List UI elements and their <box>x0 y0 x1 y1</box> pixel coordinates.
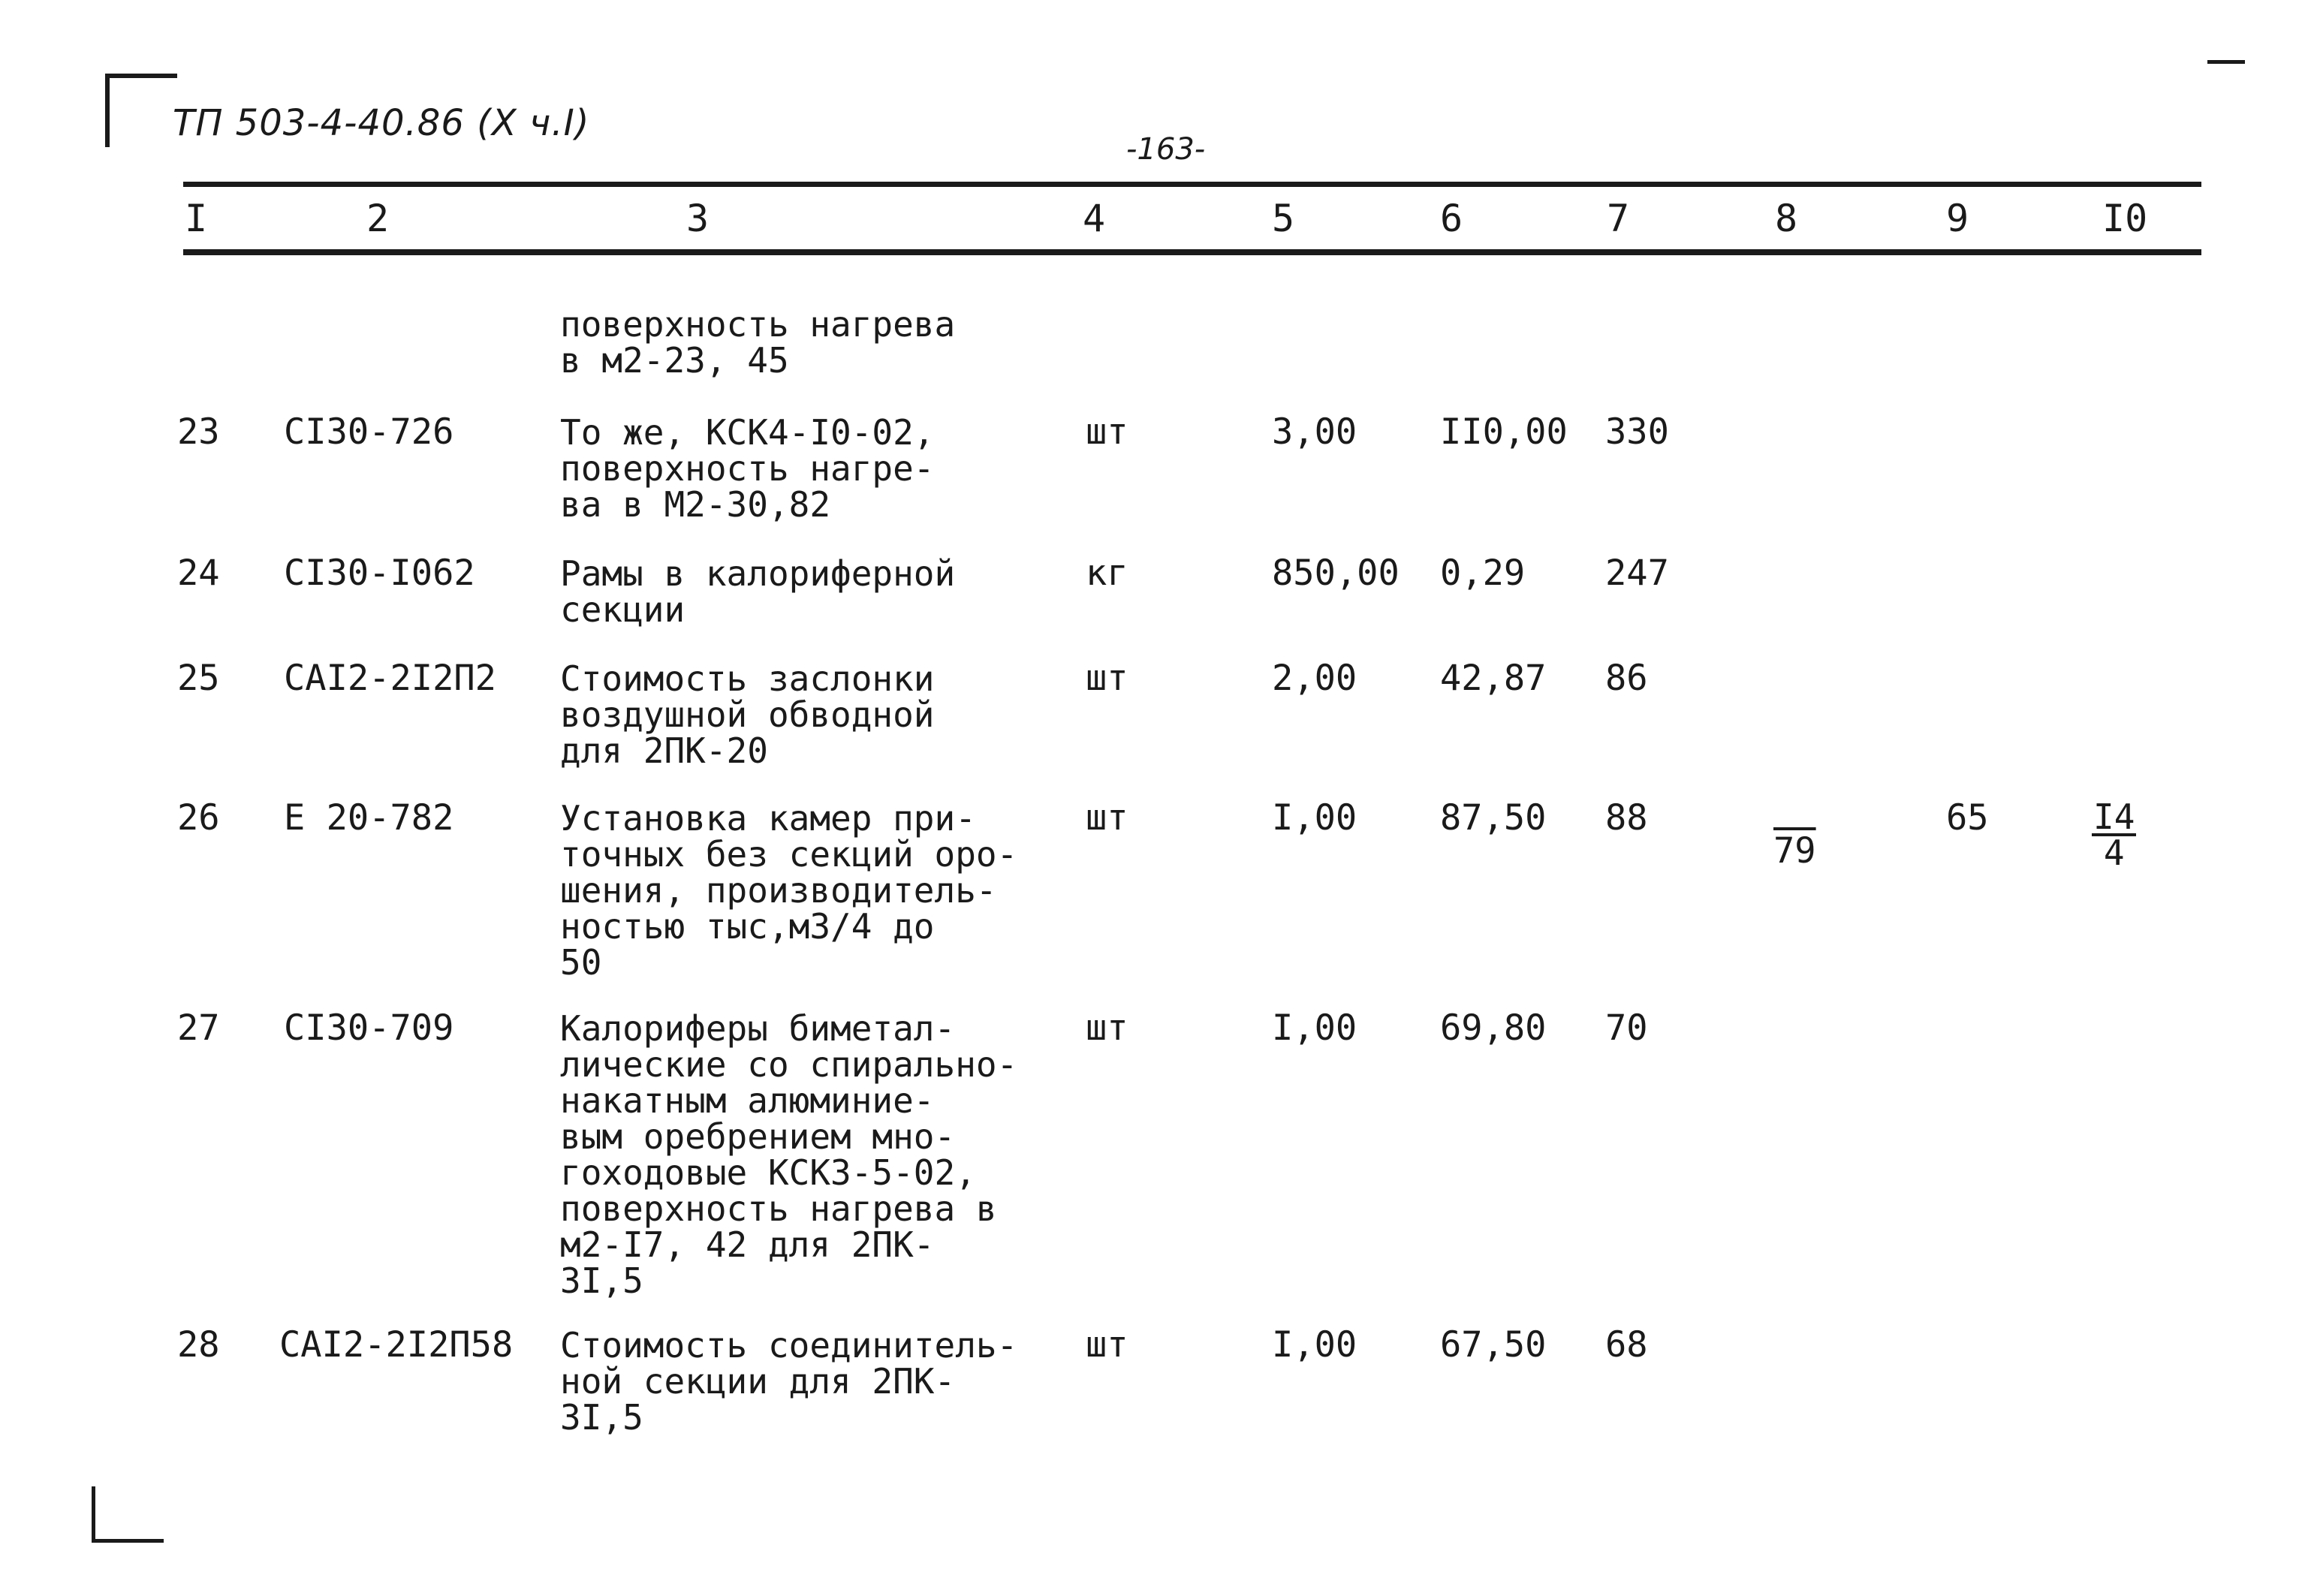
price-code: CAI2-2I2П58 <box>279 1324 514 1366</box>
unit-price: 87,50 <box>1440 797 1547 839</box>
unit: шт <box>1086 658 1128 699</box>
row-number: 27 <box>177 1007 220 1049</box>
row-number: 26 <box>177 797 220 839</box>
corner-mark-top-left-v <box>105 75 110 147</box>
price-code: CAI2-2I2П2 <box>284 658 496 699</box>
column-header: 4 <box>1083 197 1106 240</box>
column-header: I0 <box>2102 197 2148 240</box>
price-code: Е 20-782 <box>284 797 454 839</box>
corner-mark-top-left-h <box>105 74 177 78</box>
price-code: CI30-726 <box>284 411 454 453</box>
column-header: 2 <box>366 197 390 240</box>
price-code: CI30-709 <box>284 1007 454 1049</box>
col8-value: 79 <box>1773 830 1816 872</box>
column-header: 5 <box>1272 197 1295 240</box>
quantity: 2,00 <box>1272 658 1357 699</box>
item-description: Стоимость соединитель- ной секции для 2ПК- 3I,5 <box>560 1325 1018 1438</box>
unit-price: 42,87 <box>1440 658 1547 699</box>
row-number: 28 <box>177 1324 220 1366</box>
table-top-rule <box>183 182 2201 187</box>
corner-mark-top-right <box>2207 60 2245 64</box>
item-description: Рамы в калориферной секции <box>560 553 956 630</box>
unit: шт <box>1086 1007 1128 1049</box>
unit: шт <box>1086 411 1128 453</box>
column-header: 7 <box>1607 197 1630 240</box>
unit-price: 0,29 <box>1440 553 1526 594</box>
unit: шт <box>1086 1324 1128 1366</box>
item-description: Стоимость заслонки воздушной обводной для 2ПК-20 <box>560 658 935 771</box>
col10-fraction <box>2092 796 2136 873</box>
total-cost: 86 <box>1605 658 1648 699</box>
quantity: I,00 <box>1272 1007 1357 1049</box>
column-header: 9 <box>1946 197 1969 240</box>
quantity: 3,00 <box>1272 411 1357 453</box>
total-cost: 70 <box>1605 1007 1648 1049</box>
price-code: CI30-I062 <box>284 553 475 594</box>
total-cost: 88 <box>1605 797 1648 839</box>
row-number: 25 <box>177 658 220 699</box>
col10-numerator: I4 <box>2093 796 2135 837</box>
col10-denominator: 4 <box>2103 833 2125 873</box>
unit-price: II0,00 <box>1440 411 1568 453</box>
total-cost: 330 <box>1605 411 1669 453</box>
unit: кг <box>1086 553 1128 594</box>
header-bottom-rule <box>183 249 2201 255</box>
quantity: I,00 <box>1272 797 1357 839</box>
row-number: 24 <box>177 553 220 594</box>
column-header: 6 <box>1440 197 1463 240</box>
unit-price: 67,50 <box>1440 1324 1547 1366</box>
unit-price: 69,80 <box>1440 1007 1547 1049</box>
document-code: ТП 503-4-40.86 (Х ч.I) <box>173 102 590 144</box>
corner-mark-bottom-left-h <box>92 1539 164 1543</box>
item-description: Калориферы биметал- лические со спирально- накатным алюминие- вым оребрением мно- гоходовые КСК3-5-02, поверхность нагрева в м2-I7, 42 для 2ПК- 3I,5 <box>560 1008 1018 1301</box>
row-number: 23 <box>177 411 220 453</box>
column-header: 8 <box>1775 197 1798 240</box>
column-header: 3 <box>686 197 710 240</box>
quantity: I,00 <box>1272 1324 1357 1366</box>
column-header: I <box>185 197 208 240</box>
page-number: -163- <box>1126 132 1206 167</box>
item-description: То же, КСК4-I0-02, поверхность нагре- ва в М2-30,82 <box>560 412 935 525</box>
corner-mark-bottom-left-v <box>92 1486 95 1540</box>
total-cost: 68 <box>1605 1324 1648 1366</box>
quantity: 850,00 <box>1272 553 1400 594</box>
total-cost: 247 <box>1605 553 1669 594</box>
item-description: Установка камер при- точных без секций оро- шения, производитель- ностью тыс,м3/4 до 50 <box>560 798 1018 983</box>
unit: шт <box>1086 797 1128 839</box>
continuation-description: поверхность нагрева в м2-23, 45 <box>560 304 956 381</box>
col9-value: 65 <box>1946 797 1989 839</box>
